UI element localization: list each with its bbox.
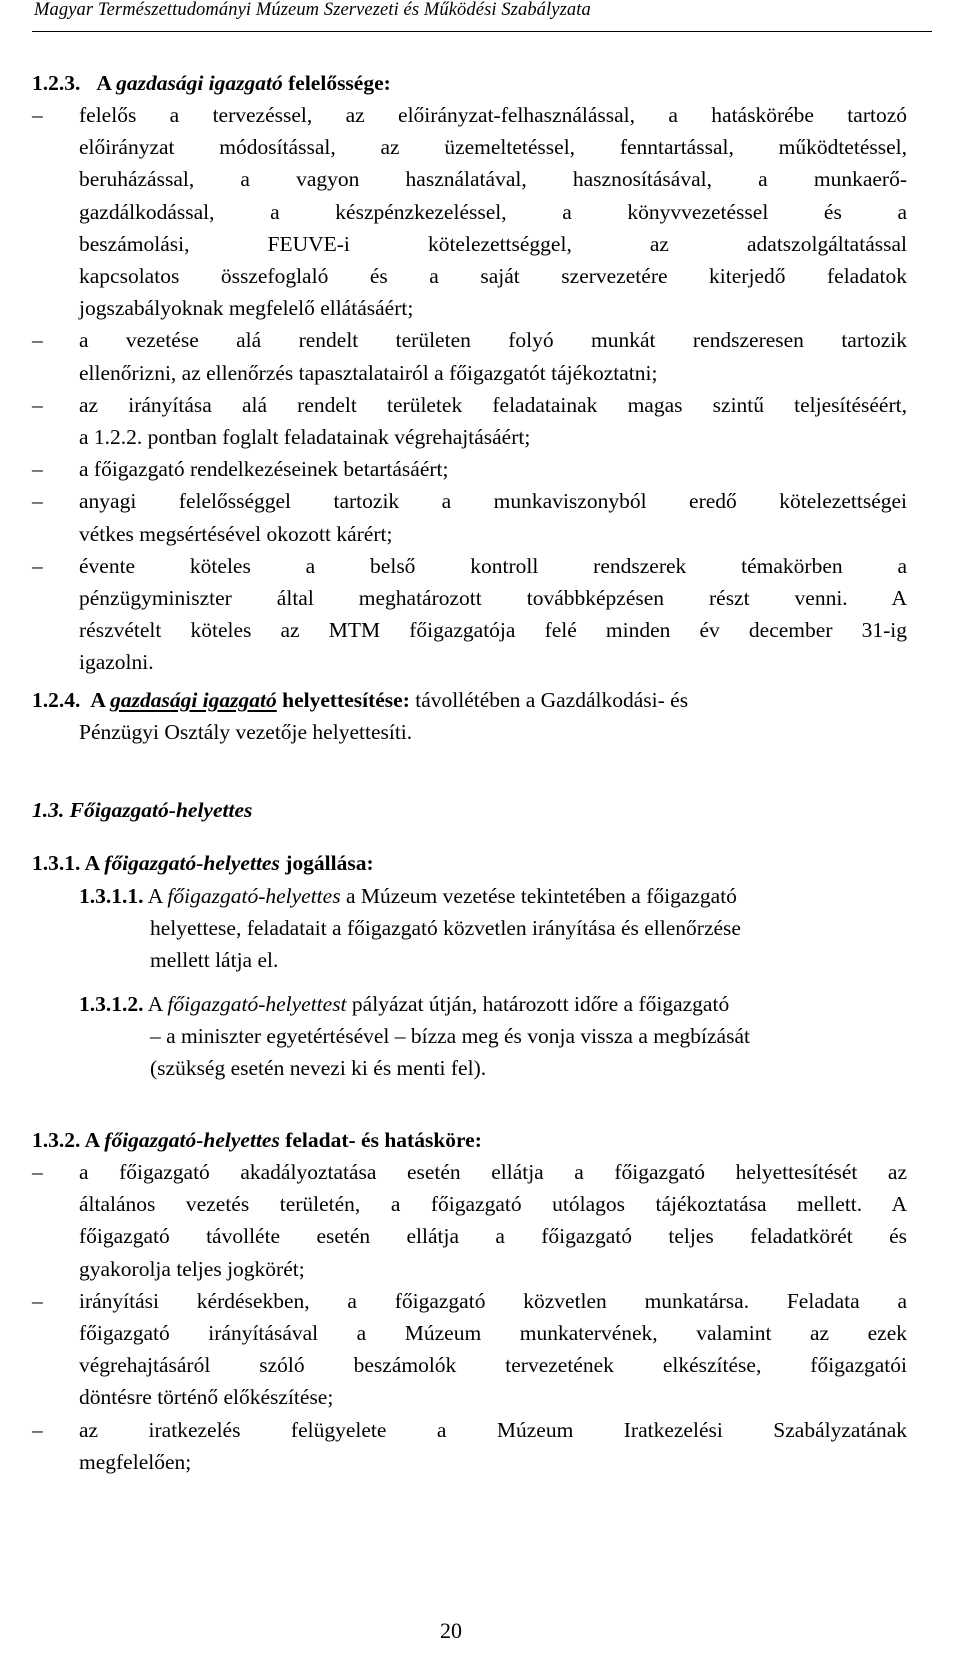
section-1-2-3-item-2-line: ellenőrizni, az ellenőrzés tapasztalatairól a főigazgatót tájékoztatni; — [79, 360, 658, 385]
list-bullet-dash: – — [32, 553, 43, 578]
section-1-2-3-item-6-line: részvételt köteles az MTM főigazgatója felé minden év december 31-ig — [79, 618, 907, 643]
section-1-2-3-item-5-line: anyagi felelősséggel tartozik a munkaviszonyból eredő kötelezettségei — [79, 489, 907, 514]
section-1-3-2-item-1-line: főigazgató távolléte esetén ellátja a főigazgató teljes feladatkörét és — [79, 1224, 907, 1249]
section-1-2-3-item-6-line: pénzügyminiszter által meghatározott továbbképzésen részt venni. A — [79, 586, 907, 610]
section-1-3-2-item-2-line: végrehajtásáról szóló beszámolók tervezetének elkészítése, főigazgatói — [79, 1353, 907, 1378]
section-1-2-3-item-1-line: felelős a tervezéssel, az előirányzat-felhasználással, a hatáskörébe tartozó — [79, 103, 907, 127]
section-1-3-2-item-1-line: a főigazgató akadályoztatása esetén ellátja a főigazgató helyettesítését az — [79, 1160, 907, 1184]
section-1-2-3-item-1-line: jogszabályoknak megfelelő ellátásáért; — [79, 296, 414, 321]
list-bullet-dash: – — [32, 392, 43, 417]
section-1-2-4-line-1: 1.2.4. A gazdasági igazgató helyettesítése: távollétében a Gazdálkodási- és — [32, 688, 689, 712]
section-1-3-2-item-2-line: döntésre történő előkészítése; — [79, 1385, 334, 1410]
section-1-2-3-item-2-line: a vezetése alá rendelt területen folyó munkát rendszeresen tartozik — [79, 328, 907, 353]
section-1-2-3-item-1-line: gazdálkodással, a készpénzkezeléssel, a könyvvezetéssel és a — [79, 199, 907, 224]
section-1-3-2-item-2-line: irányítási kérdésekben, a főigazgató közvetlen munkatársa. Feladata a — [79, 1288, 907, 1313]
document-header: Magyar Természettudományi Múzeum Szervezeti és Működési Szabályzata — [34, 0, 591, 20]
list-bullet-dash: – — [32, 1160, 43, 1184]
section-1-2-3-item-1-line: kapcsolatos összefoglaló és a saját szervezetére kiterjedő feladatok — [79, 264, 907, 288]
list-bullet-dash: – — [32, 489, 43, 514]
list-bullet-dash: – — [32, 1288, 43, 1313]
page-number: 20 — [440, 1618, 462, 1643]
section-1-2-3-item-1-line: előirányzat módosítással, az üzemeltetéssel, fenntartással, működtetéssel, — [79, 135, 907, 160]
section-1-2-3-item-3-line: a 1.2.2. pontban foglalt feladatainak végrehajtásáért; — [79, 425, 531, 449]
section-1-3-1-heading: 1.3.1. A főigazgató-helyettes jogállása: — [32, 851, 374, 875]
section-1-3-heading: 1.3. Főigazgató-helyettes — [32, 798, 253, 822]
section-1-3-1-1-line-3: mellett látja el. — [150, 948, 279, 972]
section-1-3-1-2-line-3: (szükség esetén nevezi ki és menti fel). — [150, 1056, 487, 1080]
section-1-3-1-2-line-1: 1.3.1.2. A főigazgató-helyettest pályázat útján, határozott időre a főigazgató — [79, 992, 730, 1016]
list-bullet-dash: – — [32, 328, 43, 353]
section-1-2-3-item-1-line: beszámolási, FEUVE-i kötelezettséggel, az adatszolgáltatással — [79, 231, 907, 256]
list-bullet-dash: – — [32, 103, 43, 127]
section-1-2-3-item-5-line: vétkes megsértésével okozott kárért; — [79, 521, 393, 546]
list-bullet-dash: – — [32, 457, 43, 482]
header-rule — [32, 31, 932, 32]
section-1-3-2-item-1-line: általános vezetés területén, a főigazgató utólagos tájékoztatása mellett. A — [79, 1192, 907, 1217]
section-1-3-1-1-line-1: 1.3.1.1. A főigazgató-helyettes a Múzeum vezetése tekintetében a főigazgató — [79, 884, 737, 908]
section-1-3-2-item-3-line: megfelelően; — [79, 1449, 192, 1474]
section-1-3-2-heading: 1.3.2. A főigazgató-helyettes feladat- és hatásköre: — [32, 1128, 482, 1152]
list-bullet-dash: – — [32, 1417, 43, 1442]
section-1-3-1-2-line-2: – a miniszter egyetértésével – bízza meg és vonja vissza a megbízását — [150, 1024, 750, 1048]
section-1-2-3-heading: 1.2.3. A gazdasági igazgató felelőssége: — [32, 71, 391, 95]
section-1-2-3-item-4-line: a főigazgató rendelkezéseinek betartásáért; — [79, 457, 449, 482]
section-1-3-2-item-2-line: főigazgató irányításával a Múzeum munkatervének, valamint az ezek — [79, 1321, 907, 1345]
section-1-2-3-item-6-line: évente köteles a belső kontroll rendszerek témakörben a — [79, 553, 907, 578]
section-1-3-2-item-1-line: gyakorolja teljes jogkörét; — [79, 1256, 305, 1281]
section-1-3-1-1-line-2: helyettese, feladatait a főigazgató közvetlen irányítása és ellenőrzése — [150, 916, 741, 940]
section-1-2-3-item-3-line: az irányítása alá rendelt területek feladatainak magas szintű teljesítéséért, — [79, 392, 907, 417]
section-1-2-3-item-6-line: igazolni. — [79, 650, 154, 675]
section-1-2-4-line-2: Pénzügyi Osztály vezetője helyettesíti. — [79, 720, 413, 744]
section-1-3-2-item-3-line: az iratkezelés felügyelete a Múzeum Iratkezelési Szabályzatának — [79, 1417, 907, 1442]
section-1-2-3-item-1-line: beruházással, a vagyon használatával, hasznosításával, a munkaerő- — [79, 167, 907, 192]
